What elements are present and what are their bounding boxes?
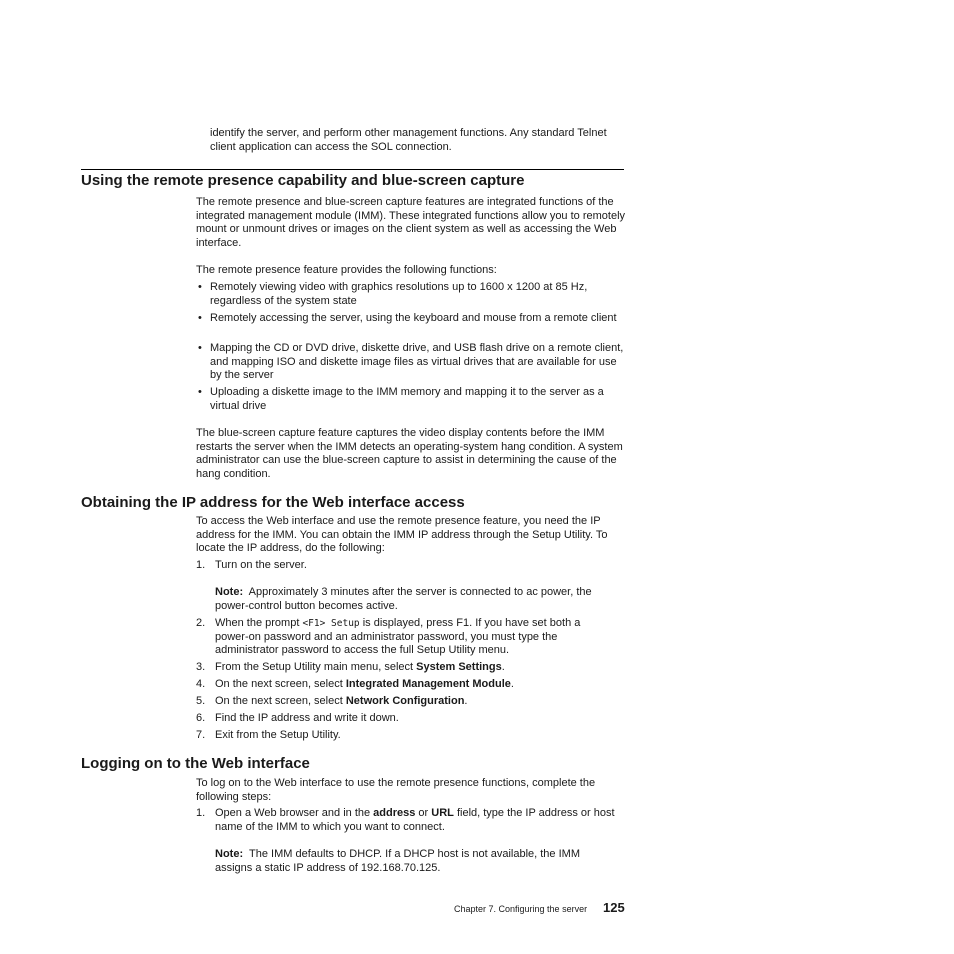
- paragraph: To access the Web interface and use the remote presence feature, you need the IP address for the IMM. You can obtain the IMM IP address through the Setup Utility. To locate the IP address, do the following:: [196, 515, 608, 555]
- note-text: The IMM defaults to DHCP. If a DHCP host is not available, the IMM assigns a static IP address of 192.168.70.125.: [215, 848, 580, 874]
- list-item: Remotely viewing video with graphics resolutions up to 1600 x 1200 at 85 Hz, regardless of the system state: [210, 281, 588, 307]
- section-heading-remote-presence: Using the remote presence capability and blue-screen capture: [81, 172, 525, 189]
- bullet-icon: •: [198, 386, 202, 398]
- note-label: Note:: [215, 586, 244, 598]
- step-number: 4.: [196, 678, 206, 690]
- step-text: On the next screen, select Network Configuration.: [215, 695, 468, 707]
- step-number: 1.: [196, 807, 206, 819]
- paragraph: The remote presence and blue-screen capture features are integrated functions of the integrated management module (IMM). These integrated functions allow you to remotely mount or unmount drives or images on the client system as well as accessing the Web interface.: [196, 196, 626, 250]
- paragraph: The remote presence feature provides the following functions:: [196, 264, 497, 276]
- step-number: 2.: [196, 617, 206, 629]
- step-number: 5.: [196, 695, 206, 707]
- step-number: 3.: [196, 661, 206, 673]
- paragraph: The blue-screen capture feature captures the video display contents before the IMM restarts the server when the IMM detects an operating-system hang condition. A system administrator can use the blue-screen capture to assist in determining the cause of the hang condition.: [196, 427, 623, 481]
- bullet-icon: •: [198, 281, 202, 293]
- section-heading-ip-address: Obtaining the IP address for the Web interface access: [81, 494, 465, 511]
- section-divider: [81, 169, 624, 170]
- list-item: Mapping the CD or DVD drive, diskette drive, and USB flash drive on a remote client, and mapping ISO and diskette image files as virtual drives that are available for use by the server: [210, 342, 624, 382]
- step-text: When the prompt <F1> Setup is displayed, press F1. If you have set both a power-on password and an administrator password, you must type the administrator password to access the full Setup Utility menu.: [215, 617, 581, 657]
- paragraph: To log on to the Web interface to use the remote presence functions, complete the following steps:: [196, 777, 596, 803]
- step-number: 6.: [196, 712, 206, 724]
- page-number: 125: [603, 900, 625, 915]
- code-prompt: <F1> Setup: [302, 618, 360, 629]
- step-text: On the next screen, select Integrated Management Module.: [215, 678, 514, 690]
- footer-chapter: Chapter 7. Configuring the server: [454, 904, 588, 914]
- intro-paragraph: identify the server, and perform other management functions. Any standard Telnet client application can access the SOL connection.: [210, 127, 607, 153]
- note: [215, 586, 615, 613]
- note-label: Note:: [215, 848, 244, 860]
- note: [215, 848, 615, 875]
- step-text: Exit from the Setup Utility.: [215, 729, 341, 741]
- step-text: Open a Web browser and in the address or URL field, type the IP address or host name of the IMM to which you want to connect.: [215, 807, 615, 833]
- step-text: Find the IP address and write it down.: [215, 712, 399, 724]
- section-heading-logging-on: Logging on to the Web interface: [81, 755, 310, 772]
- step-number: 1.: [196, 559, 206, 571]
- step-text: Turn on the server.: [215, 559, 307, 571]
- note-text: Approximately 3 minutes after the server is connected to ac power, the power-control button becomes active.: [215, 586, 592, 612]
- step-number: 7.: [196, 729, 206, 741]
- list-item: Uploading a diskette image to the IMM memory and mapping it to the server as a virtual drive: [210, 386, 604, 412]
- step-text: From the Setup Utility main menu, select System Settings.: [215, 661, 505, 673]
- bullet-icon: •: [198, 312, 202, 324]
- list-item: Remotely accessing the server, using the keyboard and mouse from a remote client: [210, 312, 617, 324]
- bullet-icon: •: [198, 342, 202, 354]
